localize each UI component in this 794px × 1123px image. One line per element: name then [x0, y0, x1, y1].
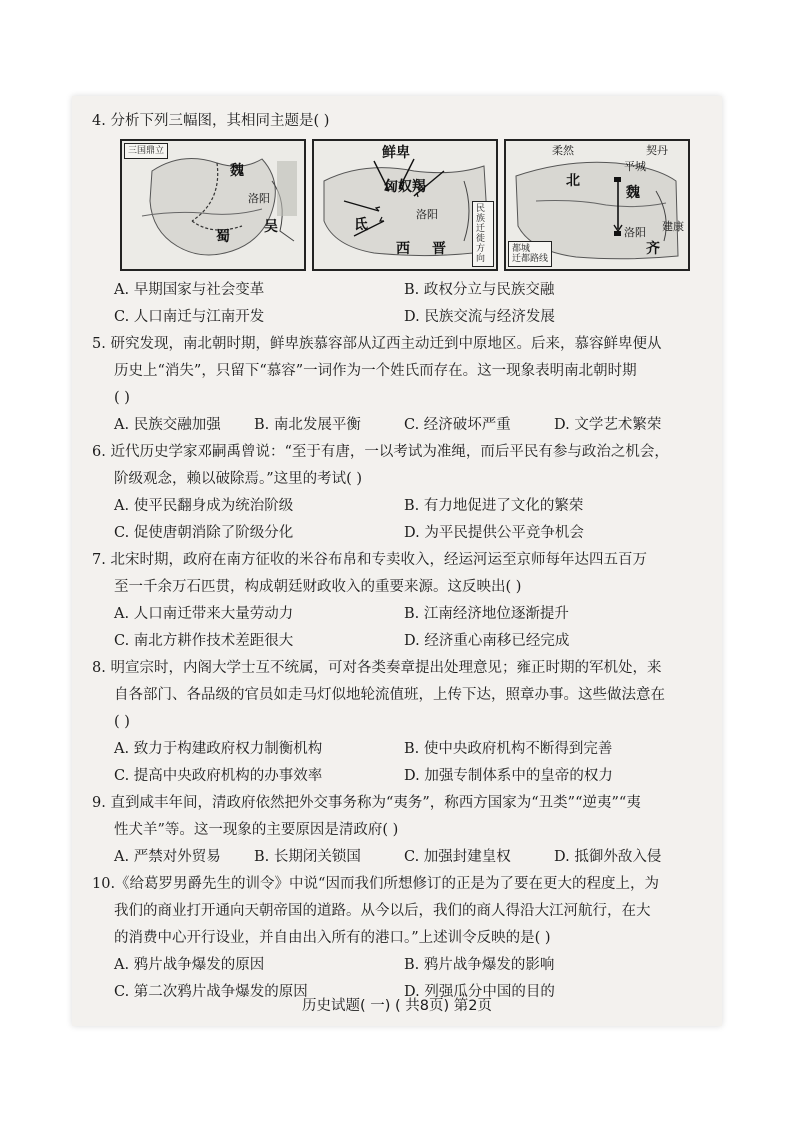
map-label-luoyang-2: 洛阳 — [416, 208, 438, 221]
legend-capital: 都城 — [512, 244, 531, 254]
option-c[interactable]: C. 提高中央政府机构的办事效率 — [114, 768, 323, 784]
map-three-kingdoms — [120, 139, 306, 271]
option-b[interactable]: B. 政权分立与民族交融 — [404, 282, 555, 298]
map-label-rouran: 柔然 — [552, 144, 574, 157]
option-a[interactable]: A. 早期国家与社会变革 — [114, 282, 265, 298]
question-9 — [92, 790, 692, 871]
option-a[interactable]: A. 民族交融加强 — [114, 417, 221, 433]
map-northern-wei — [504, 139, 690, 271]
map-three-kingdoms-legend: 三国鼎立 — [124, 143, 168, 159]
map-label-bei: 北 — [566, 173, 580, 189]
legend-route: 迁都路线 — [512, 254, 549, 264]
map-label-wu: 吴 — [264, 219, 278, 235]
legend-line: 民族 — [476, 204, 486, 224]
map-label-xianbei: 鲜卑 — [382, 145, 410, 161]
question-10-line: 我们的商业打开通向天朝帝国的道路。从今以后，我们的商人得沿大江河航行，在大 — [114, 903, 651, 919]
option-c[interactable]: C. 人口南迁与江南开发 — [114, 309, 265, 325]
option-b[interactable]: B. 有力地促进了文化的繁荣 — [404, 498, 584, 514]
question-5-answer-paren: ( ) — [114, 390, 130, 406]
question-10-line: 的消费中心开行设业，并自由出入所有的港口。”上述训令反映的是( ) — [114, 930, 551, 946]
question-6-line: 阶级观念，赖以破除焉。”这里的考试( ) — [114, 471, 363, 487]
question-10 — [92, 871, 692, 1006]
question-8-line: 自各部门、各品级的官员如走马灯似地轮流值班，上传下达，照章办事。这些做法意在 — [114, 687, 665, 703]
question-9-options — [92, 844, 692, 871]
question-7-options — [92, 601, 692, 655]
option-a[interactable]: A. 使平民翻身成为统治阶级 — [114, 498, 294, 514]
question-5 — [92, 331, 692, 439]
question-8-answer-paren: ( ) — [114, 714, 130, 730]
option-d[interactable]: D. 为平民提供公平竞争机会 — [404, 525, 584, 541]
option-d[interactable]: D. 文学艺术繁荣 — [554, 417, 662, 433]
option-b[interactable]: B. 长期闭关锁国 — [254, 849, 361, 865]
option-a[interactable]: A. 鸦片战争爆发的原因 — [114, 957, 265, 973]
option-c[interactable]: C. 加强封建皇权 — [404, 849, 511, 865]
question-5-line: 5. 研究发现，南北朝时期，鲜卑族慕容部从辽西主动迁到中原地区。后来，慕容鲜卑便从 — [92, 336, 662, 352]
map-northern-wei-legend — [508, 241, 552, 267]
map-three-kingdoms-drawing — [122, 141, 304, 269]
question-9-line: 性犬羊”等。这一现象的主要原因是清政府( ) — [114, 822, 399, 838]
question-8 — [92, 655, 692, 790]
option-d[interactable]: D. 列强瓜分中国的目的 — [404, 984, 555, 1000]
map-label-jie: 羯 — [412, 179, 426, 195]
map-ethnic-migration — [312, 139, 498, 271]
map-label-shu: 蜀 — [216, 229, 230, 245]
legend-line: 方向 — [476, 244, 486, 264]
map-label-qidan: 契丹 — [646, 144, 668, 157]
question-8-line: 8. 明宣宗时，内阁大学士互不统属，可对各类奏章提出处理意见；雍正时期的军机处，来 — [92, 660, 662, 676]
question-6 — [92, 439, 692, 547]
map-ethnic-migration-legend — [472, 201, 494, 267]
option-b[interactable]: B. 江南经济地位逐渐提升 — [404, 606, 569, 622]
question-4-stem: 4. 分析下列三幅图，其相同主题是( ) — [92, 113, 330, 129]
option-d[interactable]: D. 经济重心南移已经完成 — [404, 633, 570, 649]
question-5-line: 历史上“消失”，只留下“慕容”一词作为一个姓氏而存在。这一现象表明南北朝时期 — [114, 363, 637, 379]
option-d[interactable]: D. 加强专制体系中的皇帝的权力 — [404, 768, 613, 784]
legend-line: 迁徙 — [476, 224, 486, 244]
question-7 — [92, 547, 692, 655]
option-b[interactable]: B. 鸦片战争爆发的影响 — [404, 957, 555, 973]
map-label-xiongnu: 匈奴 — [384, 179, 412, 195]
map-label-xi: 西 — [396, 241, 410, 257]
option-a[interactable]: A. 致力于构建政府权力制衡机构 — [114, 741, 323, 757]
map-label-di: 氐 — [354, 217, 368, 233]
map-label-qi: 齐 — [646, 241, 660, 257]
map-label-jiankang: 建康 — [662, 220, 684, 233]
option-c[interactable]: C. 促使唐朝消除了阶级分化 — [114, 525, 294, 541]
option-d[interactable]: D. 民族交流与经济发展 — [404, 309, 555, 325]
question-9-line: 9. 直到咸丰年间，清政府依然把外交事务称为“夷务”，称西方国家为“丑类”“逆夷”“夷 — [92, 795, 641, 811]
map-label-wei: 魏 — [230, 163, 244, 179]
question-6-line: 6. 近代历史学家邓嗣禹曾说：“至于有唐，一以考试为准绳，而后平民有参与政治之机会， — [92, 444, 669, 460]
map-label-jin: 晋 — [432, 241, 446, 257]
question-6-options — [92, 493, 692, 547]
question-4-maps — [92, 139, 692, 271]
question-7-line: 7. 北宋时期，政府在南方征收的米谷布帛和专卖收入，经运河运至京师每年达四五百万 — [92, 552, 647, 568]
page-footer: 历史试题( 一) ( 共8页) 第2页 — [301, 998, 492, 1014]
map-label-pingcheng: 平城 — [624, 160, 646, 173]
option-c[interactable]: C. 第二次鸦片战争爆发的原因 — [114, 984, 308, 1000]
question-5-options — [92, 412, 692, 439]
question-8-options — [92, 736, 692, 790]
map-label-luoyang-3: 洛阳 — [624, 226, 646, 239]
map-label-luoyang-1: 洛阳 — [248, 192, 270, 205]
question-10-line: 10.《给葛罗男爵先生的训令》中说“因而我们所想修订的正是为了要在更大的程度上，为 — [92, 876, 659, 892]
question-7-line: 至一千余万石匹贯，构成朝廷财政收入的重要来源。这反映出( ) — [114, 579, 522, 595]
option-c[interactable]: C. 南北方耕作技术差距很大 — [114, 633, 294, 649]
question-4 — [92, 108, 692, 331]
option-b[interactable]: B. 使中央政府机构不断得到完善 — [404, 741, 613, 757]
option-c[interactable]: C. 经济破坏严重 — [404, 417, 511, 433]
option-b[interactable]: B. 南北发展平衡 — [254, 417, 361, 433]
question-4-options — [92, 277, 692, 331]
map-label-wei-3: 魏 — [626, 185, 640, 201]
exam-content — [92, 108, 692, 1006]
option-a[interactable]: A. 严禁对外贸易 — [114, 849, 221, 865]
option-a[interactable]: A. 人口南迁带来大量劳动力 — [114, 606, 294, 622]
option-d[interactable]: D. 抵御外敌入侵 — [554, 849, 662, 865]
